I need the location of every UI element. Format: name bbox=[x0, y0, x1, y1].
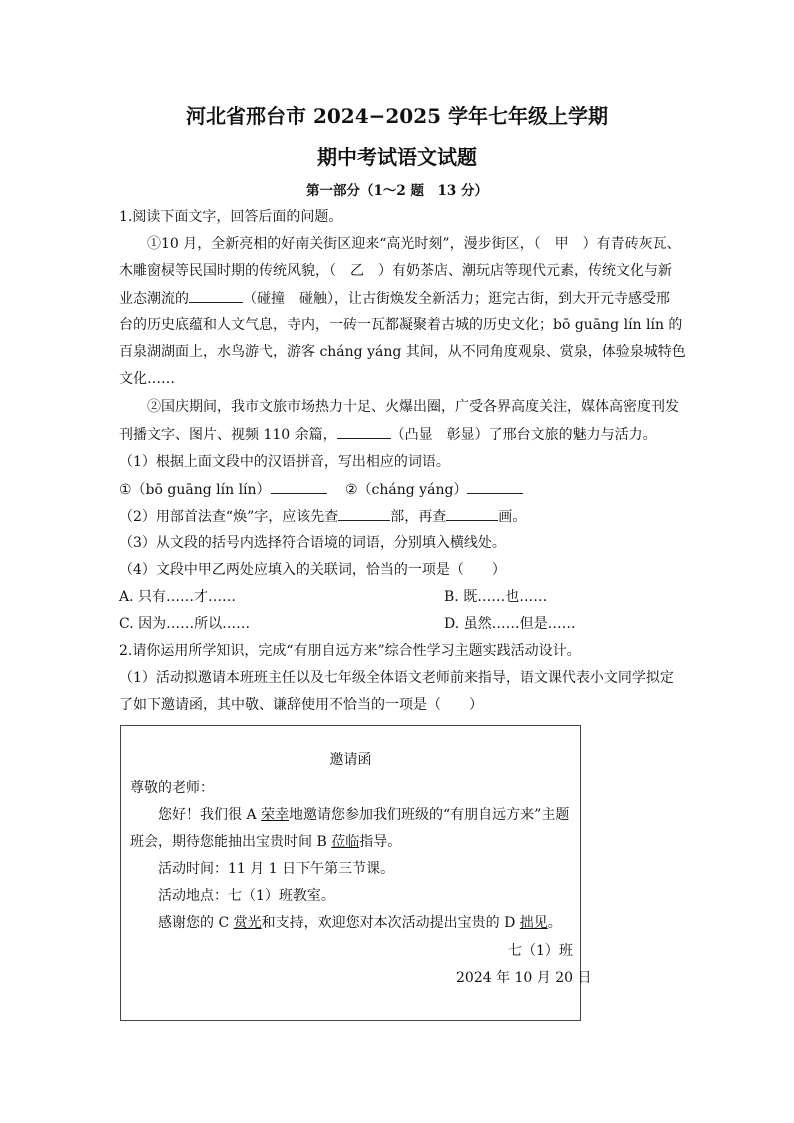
sub-question-1: （1）根据上面文段中的汉语拼音，写出相应的词语。 bbox=[119, 454, 450, 470]
passage-2-line-1: ②国庆期间，我市文旅市场热力十足、火爆出圈，广受各界高度关注，媒体高密度刊发 bbox=[147, 399, 679, 415]
sub-question-2: （2）用部首法查“焕”字，应该先查 部，再查 画。 bbox=[119, 506, 526, 527]
letter-date: 2024 年 10 月 20 日 bbox=[456, 970, 592, 986]
answer-blank[interactable] bbox=[337, 424, 391, 439]
passage-1-line-6: 文化…… bbox=[119, 371, 175, 387]
sub-question-1-answers: ①（bō guāng lín lín） bbox=[119, 479, 327, 500]
letter-signature: 七（1）班 bbox=[508, 943, 573, 959]
passage-1-line-1: ①10 月，全新亮相的好南关街区迎来“高光时刻”，漫步街区，（ 甲 ）有青砖灰瓦、 bbox=[147, 236, 681, 252]
answer-blank[interactable] bbox=[271, 479, 327, 494]
passage-1-line-2: 木雕窗棂等民国时期的传统风貌，（ 乙 ）有奶茶店、潮玩店等现代元素，传统文化与新 bbox=[119, 263, 672, 279]
question-2-stem: 2.请你运用所学知识，完成“有朋自远方来”综合性学习主题实践活动设计。 bbox=[119, 643, 581, 659]
letter-thanks: 感谢您的 C 赏光和支持，欢迎您对本次活动提出宝贵的 D 拙见。 bbox=[158, 915, 562, 931]
letter-body-line-1: 您好！我们很 A 荣幸地邀请您参加我们班级的“有朋自远方来”主题 bbox=[158, 807, 570, 823]
option-c-word: 赏光 bbox=[233, 915, 262, 931]
option-b[interactable]: B. 既……也…… bbox=[444, 589, 548, 605]
option-d-word: 拙见 bbox=[519, 915, 548, 931]
answer-blank[interactable] bbox=[189, 288, 243, 303]
option-b-word: 莅临 bbox=[331, 834, 360, 850]
letter-body-line-2: 班会，期待您能抽出宝贵时间 B 莅临指导。 bbox=[130, 834, 402, 850]
q2-sub1-line-2: 了如下邀请函，其中敬、谦辞使用不恰当的一项是（ ） bbox=[119, 697, 483, 713]
letter-greeting: 尊敬的老师： bbox=[130, 780, 214, 796]
passage-1-line-3: 业态潮流的 （碰撞 碰触），让古街焕发全新活力；逛完古街，到大开元寺感受邢 bbox=[119, 288, 670, 309]
question-1-stem: 1.阅读下面文字，回答后面的问题。 bbox=[119, 209, 343, 225]
option-a-word: 荣幸 bbox=[261, 807, 290, 823]
option-a[interactable]: A. 只有……才…… bbox=[119, 589, 237, 605]
sub-question-1-answers-2: ②（cháng yáng） bbox=[345, 479, 523, 500]
passage-1-line-5: 百泉湖湖面上，水鸟游弋，游客 cháng yáng 其间，从不同角度观泉、赏泉，体验泉城特色 bbox=[119, 344, 686, 360]
section-heading: 第一部分（1～2 题 13 分） bbox=[306, 183, 488, 199]
passage-2-line-2: 刊播文字、图片、视频 110 余篇， （凸显 彰显）了邢台文旅的魅力与活力。 bbox=[119, 424, 657, 445]
paper-title-line2: 期中考试语文试题 bbox=[317, 145, 477, 169]
option-c[interactable]: C. 因为……所以…… bbox=[119, 616, 251, 632]
letter-activity-time: 活动时间：11 月 1 日下午第三节课。 bbox=[158, 861, 395, 877]
answer-blank[interactable] bbox=[446, 506, 498, 521]
passage-1-line-4: 台的历史底蕴和人文气息，寺内，一砖一瓦都凝聚着古城的历史文化；bō guāng lín lín 的 bbox=[119, 317, 683, 333]
letter-activity-place: 活动地点：七（1）班教室。 bbox=[158, 888, 335, 904]
letter-title: 邀请函 bbox=[329, 752, 372, 768]
answer-blank[interactable] bbox=[467, 479, 523, 494]
paper-title-line1: 河北省邢台市 2024−2025 学年七年级上学期 bbox=[185, 104, 608, 128]
sub-question-4: （4）文段中甲乙两处应填入的关联词，恰当的一项是（ ） bbox=[119, 562, 506, 578]
answer-blank[interactable] bbox=[338, 506, 390, 521]
sub-question-3: （3）从文段的括号内选择符合语境的词语，分别填入横线处。 bbox=[119, 535, 506, 551]
q2-sub1-line-1: （1）活动拟邀请本班班主任以及七年级全体语文老师前来指导，语文课代表小文同学拟定 bbox=[119, 670, 674, 686]
option-d[interactable]: D. 虽然……但是…… bbox=[444, 616, 576, 632]
